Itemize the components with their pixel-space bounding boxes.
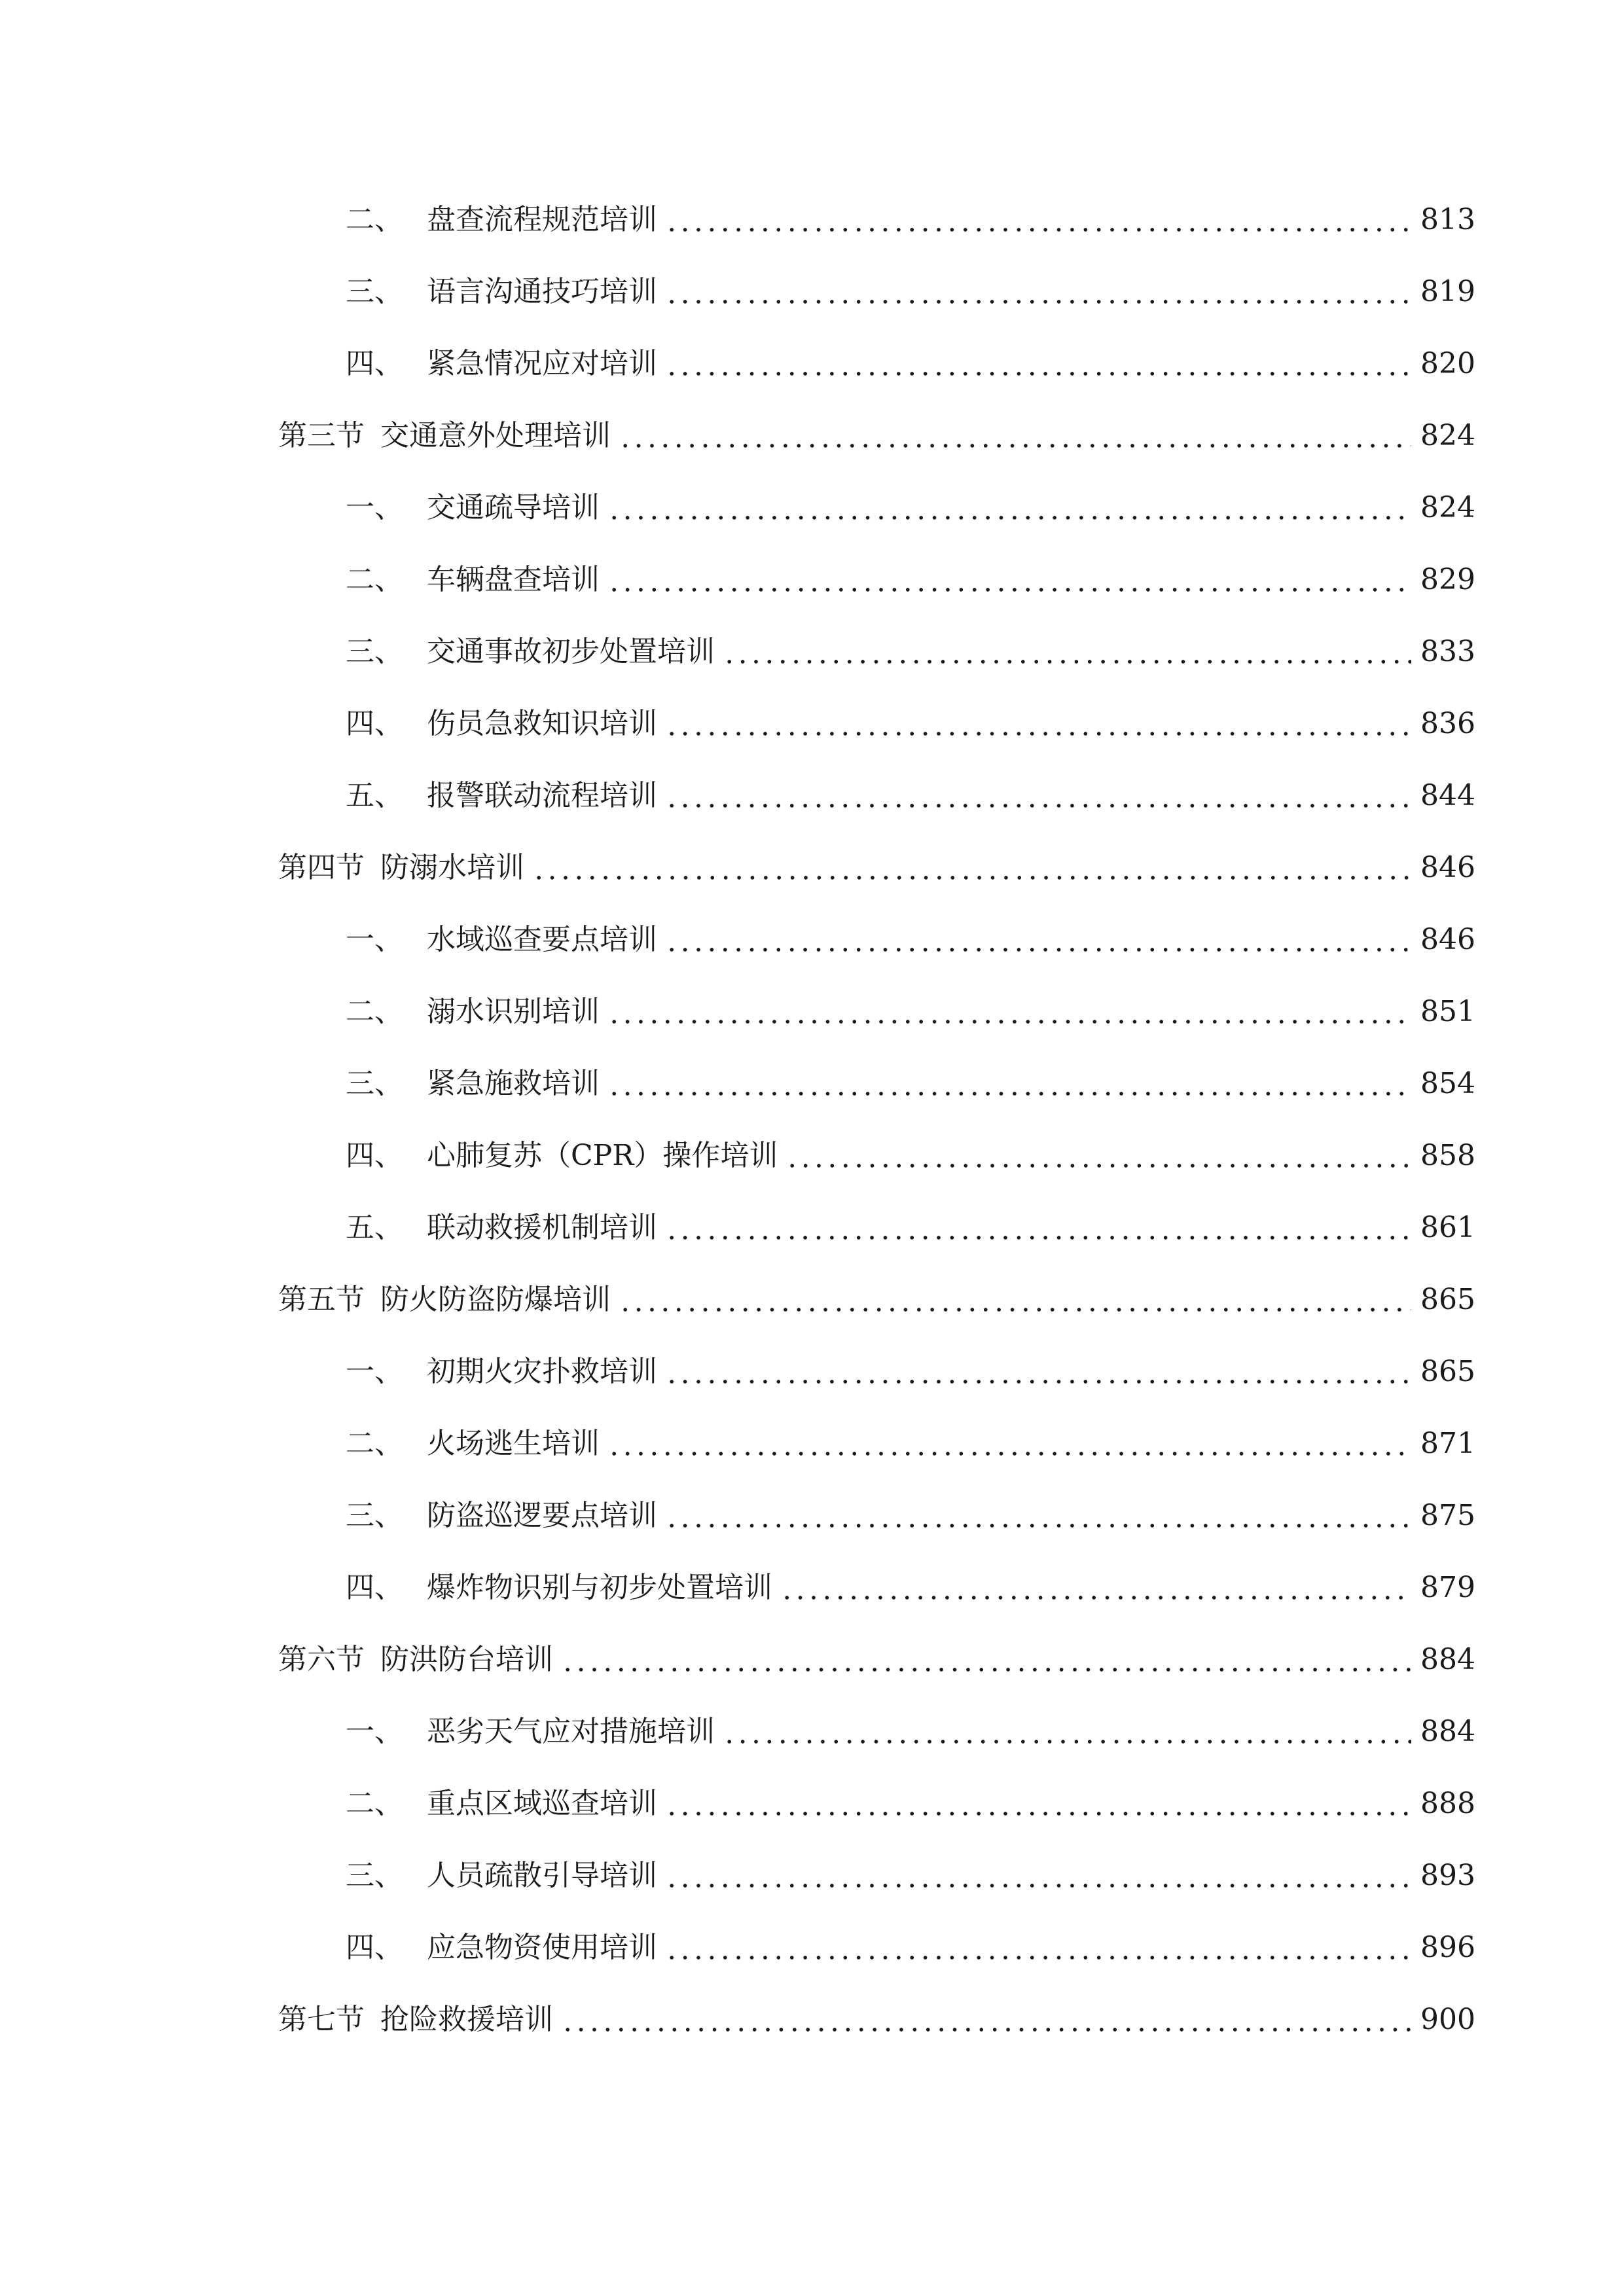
toc-dot-leader: [619, 410, 1411, 462]
toc-section-entry[interactable]: [278, 1274, 1475, 1326]
toc-section-page-number: 900: [1420, 2003, 1475, 2036]
toc-entry-number: 五、: [346, 1211, 403, 1244]
toc-dot-leader: [665, 1346, 1411, 1398]
toc-entry[interactable]: [346, 1850, 1475, 1902]
toc-section-title: 抢险救援培训: [380, 2003, 553, 2036]
toc-entry[interactable]: [346, 1418, 1475, 1470]
toc-dot-leader: [785, 1130, 1411, 1182]
toc-section-page-number: 824: [1420, 419, 1475, 452]
toc-entry-page-number: 833: [1420, 635, 1475, 668]
toc-entry-title: 报警联动流程培训: [427, 779, 657, 812]
toc-dot-leader: [665, 266, 1411, 318]
toc-entry[interactable]: [346, 482, 1475, 534]
toc-dot-leader: [561, 1634, 1411, 1686]
toc-entry[interactable]: [346, 770, 1475, 822]
toc-entry-page-number: 871: [1420, 1427, 1475, 1460]
toc-entry[interactable]: [346, 914, 1475, 966]
toc-entry-number: 二、: [346, 203, 403, 236]
toc-section-page-number: 865: [1420, 1283, 1475, 1316]
toc-dot-leader: [607, 986, 1411, 1038]
toc-dot-leader: [665, 1202, 1411, 1254]
toc-entry-page-number: 836: [1420, 707, 1475, 740]
toc-entry-title: 紧急情况应对培训: [427, 347, 657, 380]
toc-section-entry[interactable]: [278, 1634, 1475, 1686]
toc-entry-page-number: 896: [1420, 1931, 1475, 1964]
toc-entry[interactable]: [346, 986, 1475, 1038]
toc-entry[interactable]: [346, 1778, 1475, 1830]
toc-section-entry[interactable]: [278, 1994, 1475, 2046]
toc-dot-leader: [665, 1922, 1411, 1974]
toc-entry[interactable]: [346, 1922, 1475, 1974]
toc-dot-leader: [665, 914, 1411, 966]
toc-dot-leader: [561, 1994, 1411, 2046]
toc-entry-number: 二、: [346, 995, 403, 1028]
toc-entry-number: 三、: [346, 635, 403, 668]
toc-entry-title: 交通事故初步处置培训: [427, 635, 715, 668]
toc-section-entry[interactable]: [278, 410, 1475, 462]
toc-dot-leader: [665, 698, 1411, 750]
toc-entry-number: 四、: [346, 707, 403, 740]
toc-entry[interactable]: [346, 1706, 1475, 1758]
toc-dot-leader: [665, 194, 1411, 246]
toc-entry-title: 初期火灾扑救培训: [427, 1355, 657, 1388]
toc-entry[interactable]: [346, 1202, 1475, 1254]
toc-dot-leader: [665, 1490, 1411, 1542]
toc-entry-page-number: 865: [1420, 1355, 1475, 1388]
toc-dot-leader: [665, 1850, 1411, 1902]
toc-entry[interactable]: [346, 1562, 1475, 1614]
toc-entry-number: 一、: [346, 1355, 403, 1388]
toc-dot-leader: [607, 1418, 1411, 1470]
toc-dot-leader: [665, 770, 1411, 822]
toc-section-title: 防洪防台培训: [380, 1643, 553, 1676]
toc-entry[interactable]: [346, 626, 1475, 678]
toc-entry-number: 四、: [346, 1139, 403, 1172]
toc-entry-page-number: 854: [1420, 1067, 1475, 1100]
toc-dot-leader: [532, 842, 1411, 894]
toc-entry-number: 二、: [346, 1787, 403, 1820]
toc-section-number: 第三节: [278, 419, 365, 452]
toc-entry-page-number: 884: [1420, 1715, 1475, 1748]
toc-section-page-number: 884: [1420, 1643, 1475, 1676]
toc-section-number: 第四节: [278, 851, 365, 884]
toc-dot-leader: [619, 1274, 1411, 1326]
toc-entry-page-number: 875: [1420, 1499, 1475, 1532]
toc-entry-page-number: 888: [1420, 1787, 1475, 1820]
toc-entry-number: 四、: [346, 1931, 403, 1964]
toc-entry-page-number: 879: [1420, 1571, 1475, 1604]
toc-entry[interactable]: [346, 1130, 1475, 1182]
toc-entry-title: 联动救援机制培训: [427, 1211, 657, 1244]
toc-entry-number: 三、: [346, 1859, 403, 1892]
toc-dot-leader: [607, 554, 1411, 606]
toc-entry-title: 紧急施救培训: [427, 1067, 600, 1100]
toc-entry-page-number: 893: [1420, 1859, 1475, 1892]
toc-section-title: 防火防盗防爆培训: [380, 1283, 611, 1316]
toc-entry[interactable]: [346, 194, 1475, 246]
toc-entry-title: 车辆盘查培训: [427, 563, 600, 596]
toc-entry-title: 爆炸物识别与初步处置培训: [427, 1571, 772, 1604]
toc-entry-title: 溺水识别培训: [427, 995, 600, 1028]
toc-dot-leader: [665, 338, 1411, 390]
toc-section-title: 交通意外处理培训: [380, 419, 611, 452]
toc-entry-page-number: 844: [1420, 779, 1475, 812]
toc-entry[interactable]: [346, 554, 1475, 606]
toc-entry[interactable]: [346, 1346, 1475, 1398]
toc-entry-number: 三、: [346, 275, 403, 308]
toc-entry-title: 伤员急救知识培训: [427, 707, 657, 740]
toc-entry-page-number: 819: [1420, 275, 1475, 308]
toc-entry-title: 应急物资使用培训: [427, 1931, 657, 1964]
toc-entry[interactable]: [346, 1058, 1475, 1110]
toc-entry-number: 四、: [346, 1571, 403, 1604]
toc-entry-number: 五、: [346, 779, 403, 812]
toc-section-number: 第六节: [278, 1643, 365, 1676]
toc-entry-title: 火场逃生培训: [427, 1427, 600, 1460]
toc-entry-title: 重点区域巡查培训: [427, 1787, 657, 1820]
toc-entry-page-number: 858: [1420, 1139, 1475, 1172]
toc-entry-page-number: 813: [1420, 203, 1475, 236]
toc-entry-number: 二、: [346, 1427, 403, 1460]
toc-entry-title: 人员疏散引导培训: [427, 1859, 657, 1892]
toc-entry-title: 恶劣天气应对措施培训: [427, 1715, 715, 1748]
toc-entry-number: 三、: [346, 1499, 403, 1532]
toc-entry[interactable]: [346, 338, 1475, 390]
toc-dot-leader: [780, 1562, 1411, 1614]
toc-dot-leader: [723, 626, 1411, 678]
toc-dot-leader: [607, 1058, 1411, 1110]
toc-entry-page-number: 851: [1420, 995, 1475, 1028]
toc-entry-number: 一、: [346, 923, 403, 956]
toc-entry-number: 四、: [346, 347, 403, 380]
toc-entry-page-number: 824: [1420, 491, 1475, 524]
toc-entry-title: 交通疏导培训: [427, 491, 600, 524]
toc-section-page-number: 846: [1420, 851, 1475, 884]
toc-entry-page-number: 820: [1420, 347, 1475, 380]
toc-entry[interactable]: [346, 698, 1475, 750]
toc-section-number: 第七节: [278, 2003, 365, 2036]
toc-entry-page-number: 846: [1420, 923, 1475, 956]
toc-section-entry[interactable]: [278, 842, 1475, 894]
toc-dot-leader: [607, 482, 1411, 534]
toc-section-number: 第五节: [278, 1283, 365, 1316]
toc-entry-title: 水域巡查要点培训: [427, 923, 657, 956]
toc-entry-title: 盘查流程规范培训: [427, 203, 657, 236]
toc-dot-leader: [723, 1706, 1411, 1758]
toc-entry-title: 语言沟通技巧培训: [427, 275, 657, 308]
toc-entry-title: 心肺复苏（CPR）操作培训: [427, 1139, 778, 1172]
toc-entry-number: 三、: [346, 1067, 403, 1100]
toc-entry-page-number: 829: [1420, 563, 1475, 596]
toc-dot-leader: [665, 1778, 1411, 1830]
toc-entry-title: 防盗巡逻要点培训: [427, 1499, 657, 1532]
toc-entry-number: 二、: [346, 563, 403, 596]
toc-entry-number: 一、: [346, 491, 403, 524]
toc-entry[interactable]: [346, 1490, 1475, 1542]
toc-entry-number: 一、: [346, 1715, 403, 1748]
toc-section-title: 防溺水培训: [380, 851, 524, 884]
toc-entry[interactable]: [346, 266, 1475, 318]
toc-entry-page-number: 861: [1420, 1211, 1475, 1244]
